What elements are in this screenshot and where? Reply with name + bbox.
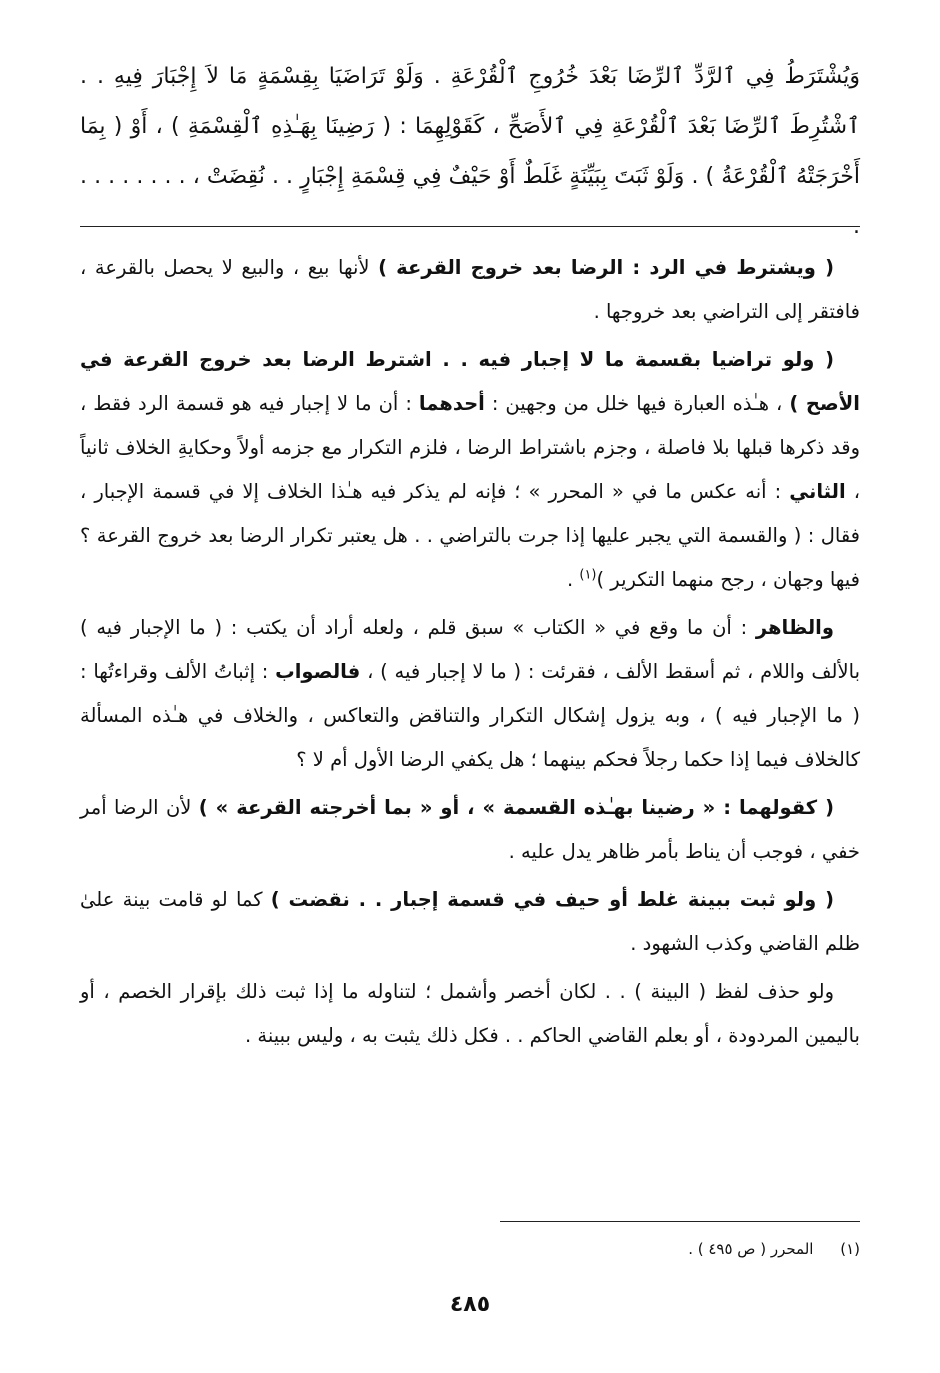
- commentary-text: لأنها بيع ، والبيع لا يحصل بالقرعة ، فافتقر إلى التراضي بعد خروجها .: [80, 256, 860, 323]
- commentary-text: : إثباتُ الألف وقراءتُها : ( ما الإجبار فيه ) ، وبه يزول إشكال التكرار والتناقض والتعاكس ، والخلاف في هـٰذه المسألة كالخلاف فيما إذا حكما رجلاً فحكم بينهما ؛ هل يكفي الرضا الأول أم لا ؟: [80, 660, 860, 771]
- commentary-paragraph-1: [80, 246, 860, 334]
- footnote-number: (١): [840, 1240, 860, 1258]
- commentary-text: لأن الرضا أمر خفي ، فوجب أن يناط بأمر ظاهر يدل عليه .: [80, 796, 860, 863]
- commentary-text: ، هـٰذه العبارة فيها خلل من وجهين :: [491, 392, 783, 415]
- commentary-text: ولو حذف لفظ ( البينة ) . . لكان أخصر وأشمل ؛ لتناوله ما إذا ثبت ذلك بإقرار الخصم ، أو باليمين المردودة ، أو بعلم القاضي الحاكم . . فكل ذلك يثبت به ، وليس ببينة .: [80, 980, 860, 1047]
- footnote-reference[interactable]: (١): [579, 567, 597, 583]
- page-number: ٤٨٥: [449, 1292, 491, 1317]
- commentary-paragraph-5: [80, 878, 860, 966]
- commentary-text: : أنه عكس ما في « المحرر » ؛ فإنه لم يذكر فيه هـٰذا الخلاف إلا في قسمة الإجبار ، فقال : ( والقسمة التي يجبر عليها إذا جرت بالتراضي . . هل يعتبر تكرار الرضا بعد خروج القرعة ؟ فيها وجهان ، رجح منهما التكرير ): [80, 480, 860, 591]
- quoted-matn: ( ولو تراضيا بقسمة ما لا إجبار فيه . . اشترط الرضا بعد خروج القرعة في الأصح ): [80, 348, 860, 415]
- commentary-paragraph-3: [80, 606, 860, 782]
- quoted-matn: ( كقولهما : « رضينا بهـٰذه القسمة » ، أو « بما أخرجته القرعة » ): [198, 796, 835, 819]
- keyword: أحدهما: [418, 392, 485, 415]
- footnote: [160, 1236, 860, 1262]
- commentary-text: : أن ما وقع في « الكتاب » سبق قلم ، ولعله أراد أن يكتب : ( ما الإجبار فيه ) بالألف واللام ، ثم أسقط الألف ، فقرئت : ( ما لا إجبار فيه ) ،: [80, 616, 860, 683]
- commentary: [80, 246, 860, 1062]
- footnote-separator-line: [500, 1221, 860, 1222]
- footnote-text: المحرر ( ص ٤٩٥ ) .: [688, 1240, 814, 1258]
- matn-dots: . . . . . . . . .: [80, 164, 860, 239]
- matn-separator-line: [80, 226, 860, 227]
- commentary-paragraph-6: [80, 970, 860, 1058]
- keyword: فالصواب: [275, 660, 361, 683]
- keyword: الثاني: [789, 480, 846, 503]
- commentary-text: كما لو قامت بينة علىٰ ظلم القاضي وكذب الشهود .: [80, 888, 860, 955]
- commentary-text: : أن ما لا إجبار فيه هو قسمة الرد فقط ، وقد ذكرها قبلها بلا فاصلة ، وجزم باشتراط الرضا ، فلزم التكرار مع جزمه أولاً وحكايةِ الخلاف ثانياً ،: [80, 392, 860, 503]
- commentary-paragraph-2: [80, 338, 860, 602]
- matn-text: [80, 52, 860, 252]
- keyword: والظاهر: [755, 616, 834, 639]
- commentary-paragraph-4: [80, 786, 860, 874]
- quoted-matn: ( ولو ثبت ببينة غلط أو حيف في قسمة إجبار . . نقضت ): [270, 888, 834, 911]
- commentary-text: .: [566, 568, 574, 591]
- matn-body: وَيُشْتَرَطُ فِي ٱلرَّدِّ ٱلرِّضَا بَعْدَ خُرُوجِ ٱلْقُرْعَةِ . وَلَوْ تَرَاضَيَا بِقِسْمَةٍ مَا لاَ إِجْبَارَ فِيهِ . . ٱشْتُرِطَ ٱلرِّضَا بَعْدَ ٱلْقُرْعَةِ فِي ٱلأَصَحِّ ، كَقَوْلِهِمَا : ( رَضِينَا بِهَـٰذِهِ ٱلْقِسْمَةِ ) ، أَوْ ( بِمَا أَخْرَجَتْهُ ٱلْقُرْعَةُ ) . وَلَوْ ثَبَتَ بِبَيِّنَةٍ غَلَطٌ أَوْ حَيْفٌ فِي قِسْمَةِ إِجْبَارٍ . . نُقِضَتْ ،: [80, 64, 860, 189]
- quoted-matn: ( ويشترط في الرد : الرضا بعد خروج القرعة ): [378, 256, 835, 279]
